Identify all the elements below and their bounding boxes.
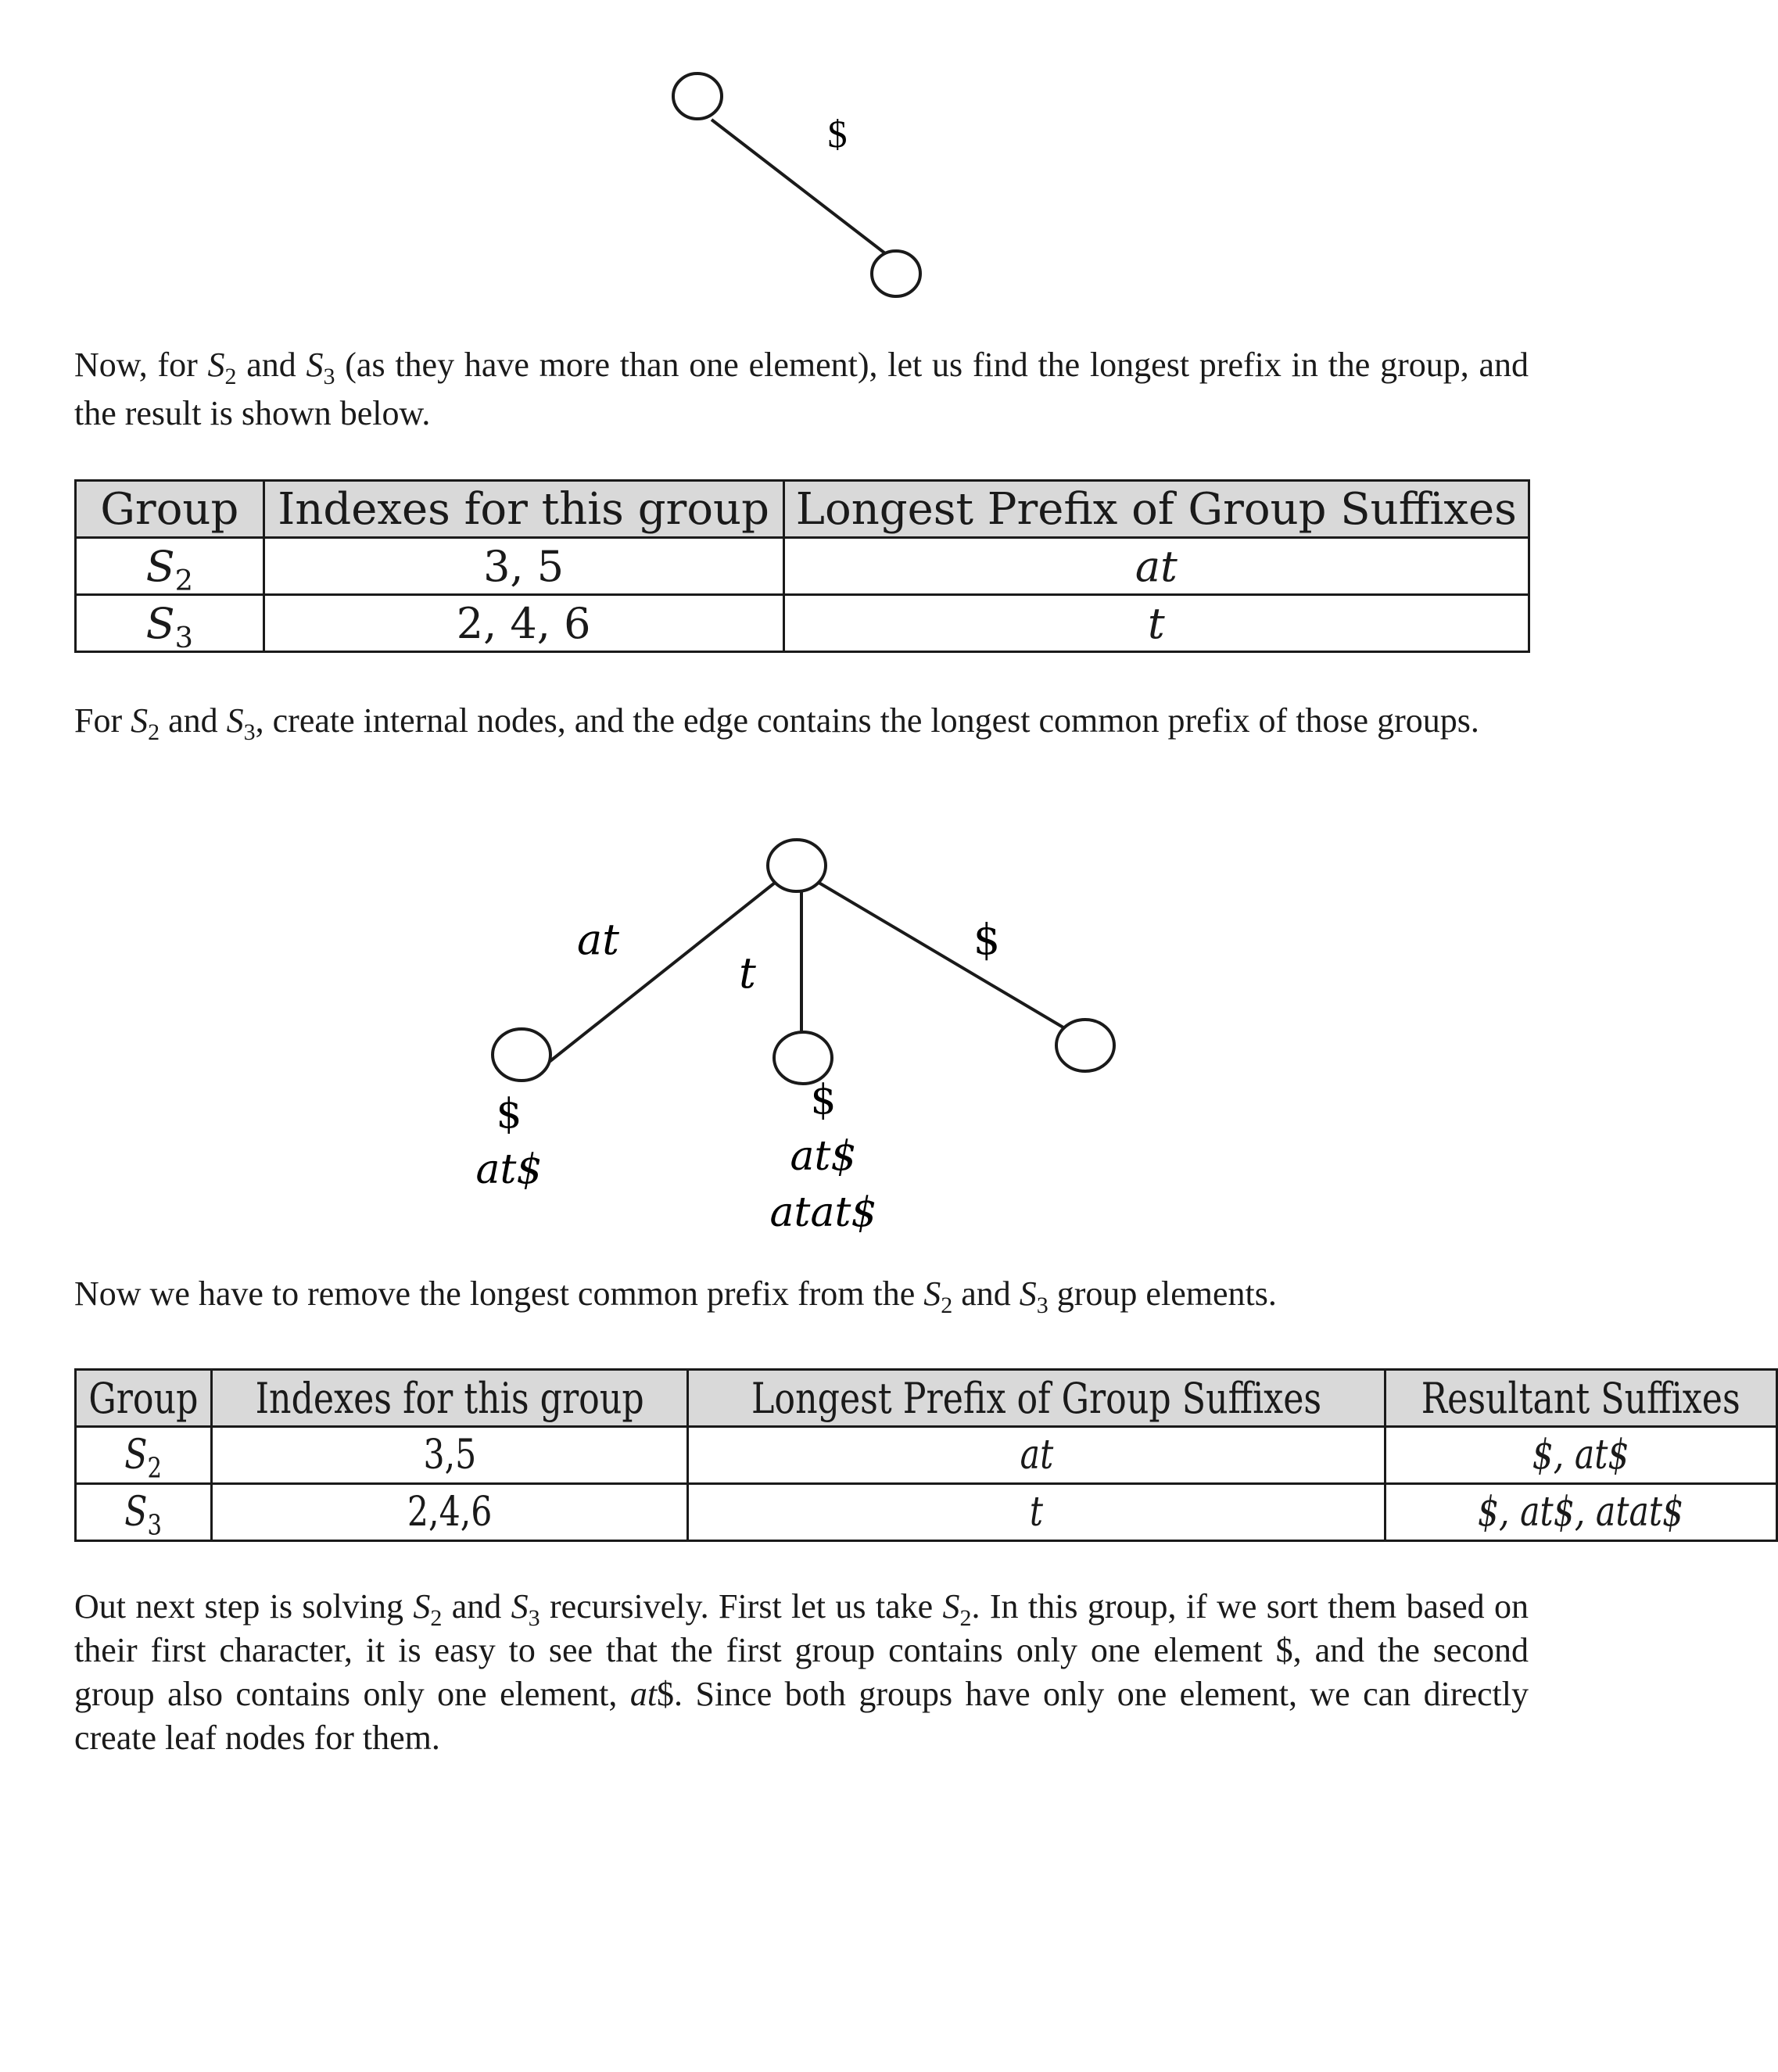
- prefix-cell: t: [688, 1484, 1385, 1541]
- figure-internal-nodes-tree: [0, 813, 1601, 1251]
- table-header-row: [76, 481, 1529, 538]
- header-group: Group: [76, 481, 264, 538]
- paragraph-recursion: Out next step is solving $S_2$ and $S_3$ recursively. First let us take $S_2$. In this group, if we sort them based on their first character, it is easy to see that the first group contains only one element $, and the second group also contains only one element, at$. Since both groups have only one element, we can directly create leaf nodes for them.: [74, 1587, 1529, 1757]
- table-row: [76, 1427, 1777, 1484]
- result-cell: $, at$, atat$: [1385, 1484, 1776, 1541]
- header-indexes: Indexes for this group: [211, 1370, 687, 1427]
- table-row: [76, 595, 1529, 652]
- group-cell: $S_3$: [76, 595, 264, 652]
- paragraph-intro: Now, for $S_2$ and $S_3$ (as they have more than one element), let us find the longest prefix in the group, and the result is shown below.: [74, 346, 1529, 432]
- root-node: [673, 73, 722, 119]
- middle-suffix-at: at$: [790, 1133, 857, 1180]
- leaf-node: [872, 251, 920, 296]
- table-row: [76, 538, 1529, 595]
- paragraph-remove-prefix: Now we have to remove the longest common prefix from the $S_2$ and $S_3$ group elements.: [74, 1274, 1277, 1318]
- header-group: Group: [76, 1370, 212, 1427]
- header-longest-prefix: Longest Prefix of Group Suffixes: [783, 481, 1529, 538]
- result-cell: $, at$: [1385, 1427, 1776, 1484]
- edge-label-dollar: $: [973, 915, 1001, 964]
- left-suffix-at: at$: [475, 1146, 543, 1193]
- group-cell: $S_2$: [76, 538, 264, 595]
- leaf-node-dollar: [1056, 1020, 1114, 1071]
- indexes-cell: 2, 4, 6: [263, 595, 783, 652]
- paragraph-internal-nodes: For $S_2$ and $S_3$, create internal nodes, and the edge contains the longest common prefix of those groups.: [74, 701, 1479, 745]
- group-cell: $S_3$: [76, 1484, 212, 1541]
- table-row: [76, 1484, 1777, 1541]
- edge-label-t: t: [739, 948, 756, 998]
- header-indexes: Indexes for this group: [263, 481, 783, 538]
- tree-edge: [712, 120, 885, 253]
- header-longest-prefix: Longest Prefix of Group Suffixes: [688, 1370, 1385, 1427]
- indexes-cell: 3,5: [211, 1427, 687, 1484]
- header-resultant-suffixes: Resultant Suffixes: [1385, 1370, 1776, 1427]
- indexes-cell: 2,4,6: [211, 1484, 687, 1541]
- middle-suffix-atat: atat$: [769, 1189, 877, 1236]
- root-node: [768, 840, 826, 891]
- resultant-suffixes-table: [74, 1368, 1778, 1542]
- table-header-row: [76, 1370, 1777, 1427]
- internal-node-at: [493, 1029, 550, 1081]
- prefix-cell: t: [783, 595, 1529, 652]
- group-prefix-table: [74, 479, 1530, 653]
- prefix-cell: at: [688, 1427, 1385, 1484]
- figure-root-edge-tree: [0, 0, 1601, 328]
- left-suffix-dollar: $: [496, 1091, 522, 1138]
- middle-suffix-dollar: $: [810, 1077, 837, 1124]
- edge-dollar: [816, 881, 1071, 1032]
- prefix-cell: at: [783, 538, 1529, 595]
- indexes-cell: 3, 5: [263, 538, 783, 595]
- edge-label-at: at: [577, 915, 619, 964]
- group-cell: $S_2$: [76, 1427, 212, 1484]
- edge-label-dollar: $: [827, 112, 848, 156]
